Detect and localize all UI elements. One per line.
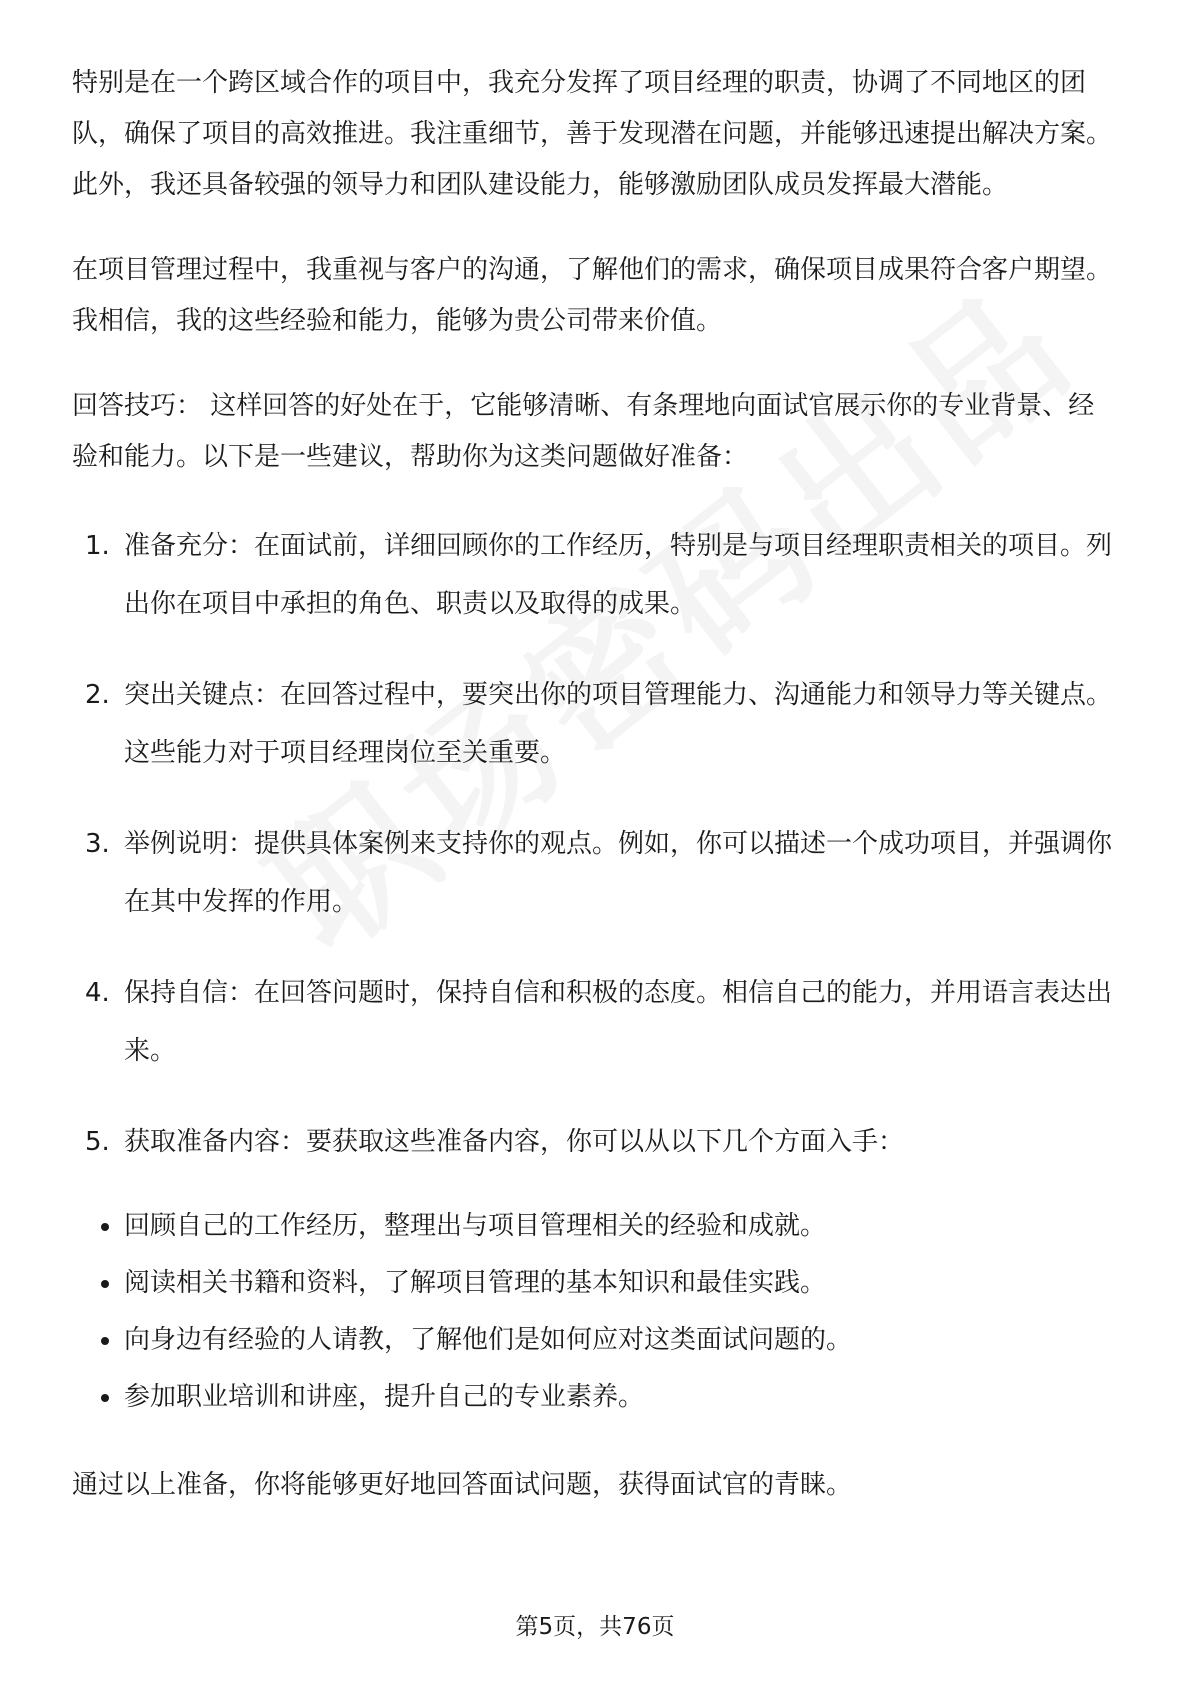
bullet-text: 阅读相关书籍和资料，了解项目管理的基本知识和最佳实践。 xyxy=(124,1268,827,1298)
list-item-text: 准备充分：在面试前，详细回顾你的工作经历，特别是与项目经理职责相关的项目。列出你在项目中承担的角色、职责以及取得的成果。 xyxy=(124,531,1113,619)
bullet-item xyxy=(72,1198,1118,1255)
list-item-text: 保持自信：在回答问题时，保持自信和积极的态度。相信自己的能力，并用语言表达出来。 xyxy=(124,978,1113,1066)
paragraph-answer-tips: 回答技巧： 这样回答的好处在于，它能够清晰、有条理地向面试官展示你的专业背景、经验和能力。以下是一些建议，帮助你为这类问题做好准备： xyxy=(72,391,1095,472)
preparation-bullet-list xyxy=(72,1198,1118,1426)
bullet-dot-icon xyxy=(101,1394,109,1402)
list-number: 2. xyxy=(85,680,110,710)
paragraph-experience: 特别是在一个跨区域合作的项目中，我充分发挥了项目经理的职责，协调了不同地区的团队，确保了项目的高效推进。我注重细节，善于发现潜在问题，并能够迅速提出解决方案。此外，我还具备较强的领导力和团队建设能力，能够激励团队成员发挥最大潜能。 xyxy=(72,68,1113,200)
bullet-text: 回顾自己的工作经历，整理出与项目管理相关的经验和成就。 xyxy=(124,1211,827,1241)
bullet-dot-icon xyxy=(101,1280,109,1288)
list-item-text: 突出关键点：在回答过程中，要突出你的项目管理能力、沟通能力和领导力等关键点。这些能力对于项目经理岗位至关重要。 xyxy=(124,680,1113,768)
tips-numbered-list xyxy=(72,517,1118,1171)
document-body xyxy=(72,58,1118,1545)
bullet-dot-icon xyxy=(101,1223,109,1231)
list-item-text: 获取准备内容：要获取这些准备内容，你可以从以下几个方面入手： xyxy=(124,1127,905,1157)
bullet-dot-icon xyxy=(101,1337,109,1345)
bullet-item xyxy=(72,1312,1118,1369)
bullet-item xyxy=(72,1255,1118,1312)
list-item-text: 举例说明：提供具体案例来支持你的观点。例如，你可以描述一个成功项目，并强调你在其中发挥的作用。 xyxy=(124,829,1113,917)
list-item xyxy=(72,517,1118,633)
list-item xyxy=(72,964,1118,1080)
bullet-item xyxy=(72,1369,1118,1426)
paragraph-closing: 通过以上准备，你将能够更好地回答面试问题，获得面试官的青睐。 xyxy=(72,1470,853,1500)
paragraph-client-communication: 在项目管理过程中，我重视与客户的沟通，了解他们的需求，确保项目成果符合客户期望。我相信，我的这些经验和能力，能够为贵公司带来价值。 xyxy=(72,255,1113,336)
list-item xyxy=(72,815,1118,931)
list-item xyxy=(72,666,1118,782)
page-number: 第5页，共76页 xyxy=(515,1614,675,1640)
list-number: 4. xyxy=(85,978,110,1008)
bullet-text: 向身边有经验的人请教，了解他们是如何应对这类面试问题的。 xyxy=(124,1325,853,1355)
list-number: 5. xyxy=(85,1127,110,1157)
list-number: 3. xyxy=(85,829,110,859)
list-item xyxy=(72,1113,1118,1171)
list-number: 1. xyxy=(85,531,110,561)
bullet-text: 参加职业培训和讲座，提升自己的专业素养。 xyxy=(124,1382,645,1412)
